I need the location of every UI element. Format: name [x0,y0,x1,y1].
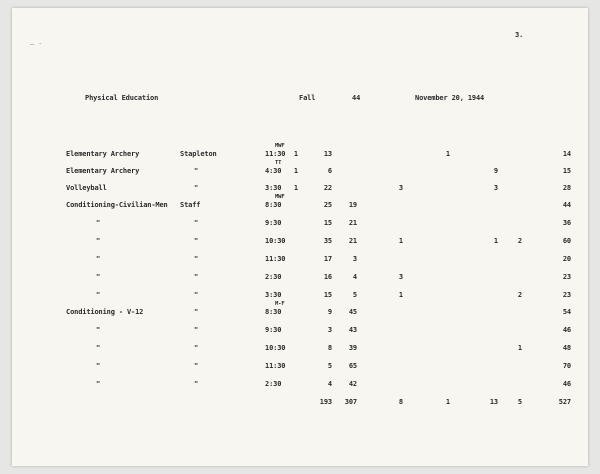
count-cell: 9 [327,308,332,316]
course-cell: " [96,326,101,334]
count-cell: 3 [398,273,403,281]
time-cell: 2:30 [265,380,282,388]
instructor-cell: " [194,380,199,388]
course-cell: " [96,291,101,299]
column-total-cell: 193 [319,398,332,406]
column-total-cell: 527 [558,398,571,406]
instructor-cell: " [194,219,199,227]
count-cell: 5 [352,291,357,299]
count-cell: 45 [348,308,357,316]
count-cell: 1 [398,237,403,245]
row-total-cell: 23 [562,291,571,299]
row-total-cell: 36 [562,219,571,227]
row-total-cell: 14 [562,150,571,158]
count-cell: 3 [493,184,498,192]
date-heading: November 20, 1944 [415,94,485,102]
column-total-cell: 8 [398,398,403,406]
count-cell: 16 [323,273,332,281]
row-total-cell: 20 [562,255,571,263]
count-cell: 21 [348,237,357,245]
course-cell: " [96,219,101,227]
time-cell: 10:30 [265,237,286,245]
count-cell: 1 [398,291,403,299]
pencil-mark: — - [30,40,43,48]
time-cell: 3:30 [265,291,282,299]
time-cell: 11:30 [265,255,286,263]
row-total-cell: 44 [562,201,571,209]
instructor-cell: " [194,167,199,175]
count-cell: 1 [293,184,298,192]
row-total-cell: 46 [562,380,571,388]
count-cell: 13 [323,150,332,158]
count-cell: 15 [323,219,332,227]
instructor-cell: " [194,291,199,299]
column-total-cell: 13 [489,398,498,406]
count-cell: 2 [517,291,522,299]
count-cell: 1 [293,167,298,175]
page-number: 3. [515,31,524,39]
days-cell: MWF [275,194,285,200]
course-cell: Conditioning - V-12 [66,308,144,316]
count-cell: 1 [493,237,498,245]
instructor-cell: " [194,237,199,245]
instructor-cell: " [194,308,199,316]
row-total-cell: 54 [562,308,571,316]
instructor-cell: Staff [180,201,201,209]
count-cell: 3 [352,255,357,263]
count-cell: 4 [327,380,332,388]
instructor-cell: " [194,362,199,370]
instructor-cell: Stapleton [180,150,217,158]
course-cell: Volleyball [66,184,107,192]
course-cell: " [96,255,101,263]
count-cell: 35 [323,237,332,245]
count-cell: 21 [348,219,357,227]
row-total-cell: 28 [562,184,571,192]
instructor-cell: " [194,184,199,192]
course-cell: Elementary Archery [66,167,140,175]
count-cell: 1 [445,150,450,158]
instructor-cell: " [194,273,199,281]
course-cell: " [96,380,101,388]
count-cell: 39 [348,344,357,352]
count-cell: 4 [352,273,357,281]
row-total-cell: 15 [562,167,571,175]
course-cell: " [96,344,101,352]
column-total-cell: 1 [445,398,450,406]
count-cell: 65 [348,362,357,370]
count-cell: 6 [327,167,332,175]
instructor-cell: " [194,326,199,334]
count-cell: 1 [293,150,298,158]
term-heading: Fall [299,94,316,102]
days-cell: TT [275,160,282,166]
time-cell: 9:30 [265,219,282,227]
time-cell: 2:30 [265,273,282,281]
time-cell: 9:30 [265,326,282,334]
course-cell: Elementary Archery [66,150,140,158]
time-cell: 10:30 [265,344,286,352]
time-cell: 11:30 [265,362,286,370]
document-page [12,8,588,466]
count-heading: 44 [352,94,361,102]
row-total-cell: 46 [562,326,571,334]
count-cell: 8 [327,344,332,352]
count-cell: 42 [348,380,357,388]
count-cell: 3 [327,326,332,334]
time-cell: 8:30 [265,201,282,209]
count-cell: 22 [323,184,332,192]
count-cell: 15 [323,291,332,299]
count-cell: 1 [517,344,522,352]
course-cell: " [96,237,101,245]
count-cell: 19 [348,201,357,209]
time-cell: 8:30 [265,308,282,316]
count-cell: 2 [517,237,522,245]
course-cell: " [96,362,101,370]
count-cell: 9 [493,167,498,175]
days-cell: MWF [275,143,285,149]
count-cell: 25 [323,201,332,209]
time-cell: 11:30 [265,150,286,158]
instructor-cell: " [194,344,199,352]
course-cell: " [96,273,101,281]
instructor-cell: " [194,255,199,263]
days-cell: M-F [275,301,285,307]
count-cell: 3 [398,184,403,192]
row-total-cell: 48 [562,344,571,352]
department-heading: Physical Education [85,94,159,102]
time-cell: 4:30 [265,167,282,175]
count-cell: 43 [348,326,357,334]
count-cell: 5 [327,362,332,370]
course-cell: Conditioning-Civilian-Men [66,201,168,209]
time-cell: 3:30 [265,184,282,192]
column-total-cell: 307 [344,398,357,406]
row-total-cell: 70 [562,362,571,370]
row-total-cell: 60 [562,237,571,245]
count-cell: 17 [323,255,332,263]
row-total-cell: 23 [562,273,571,281]
column-total-cell: 5 [517,398,522,406]
